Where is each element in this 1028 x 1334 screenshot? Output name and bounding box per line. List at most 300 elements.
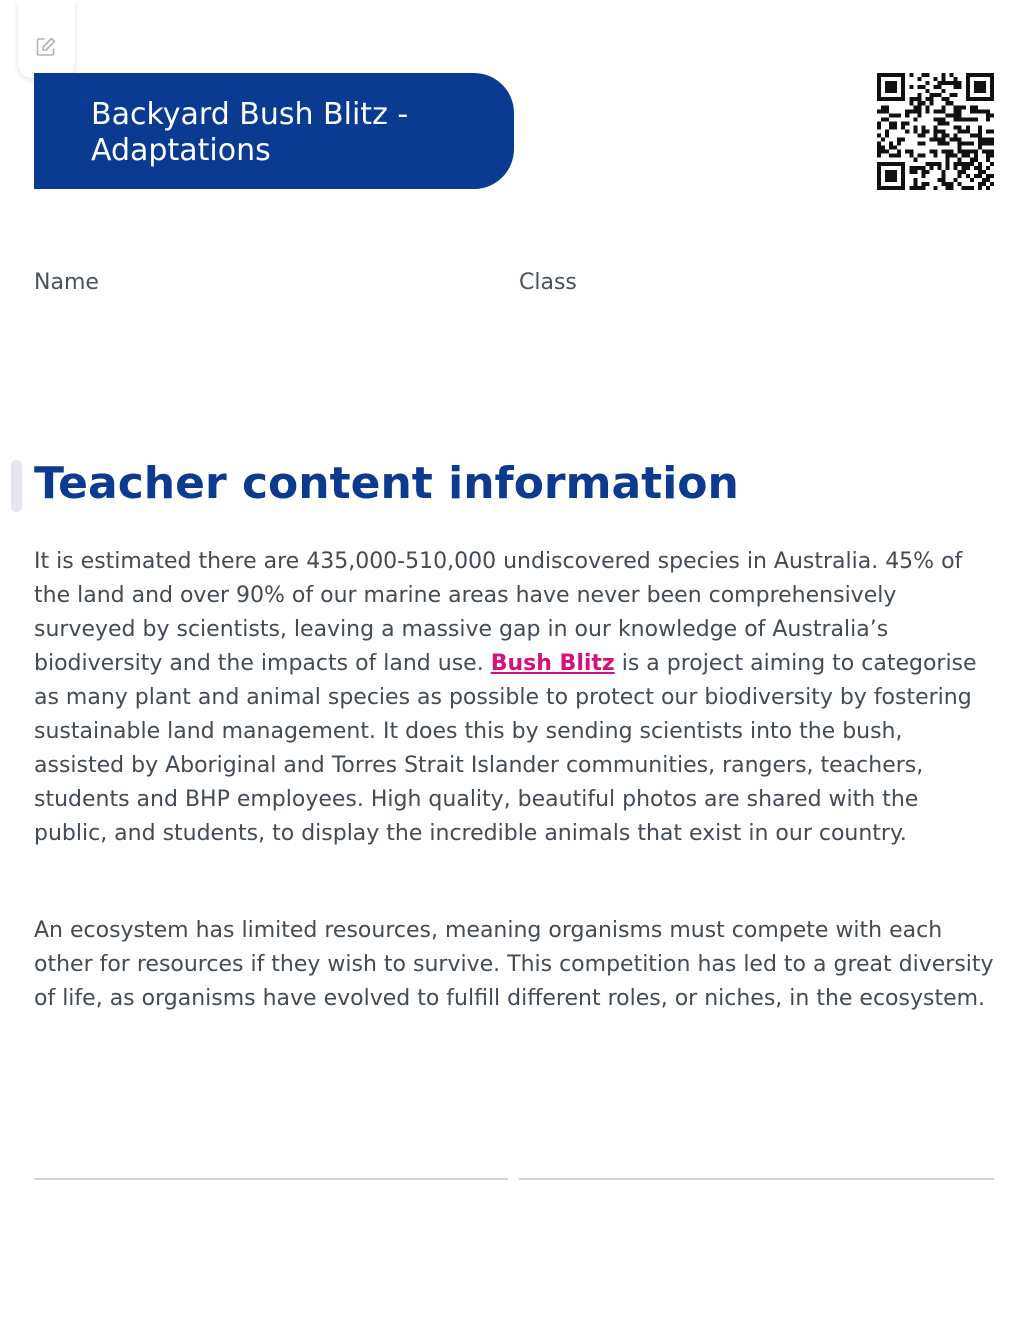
qr-module [881,138,885,142]
paragraph-ecosystem: An ecosystem has limited resources, meaning organisms must compete with each other for resources if they wish to survive. This competition has led to a great diversity of life, as organisms have evolved to fulfill different roles, or niches, in the ecosystem. [34,918,994,1011]
qr-module [962,162,966,166]
qr-module [905,109,909,113]
qr-module [982,109,986,113]
qr-module [958,125,962,129]
qr-module [950,186,954,190]
qr-module [881,117,885,121]
qr-module [982,150,986,154]
qr-module [974,105,978,109]
qr-module [982,142,986,146]
qr-module [921,101,925,105]
qr-module [933,77,937,81]
qr-module [950,101,954,105]
qr-code[interactable] [877,73,994,190]
qr-module [958,105,962,109]
qr-module [990,77,994,81]
qr-module [889,162,893,166]
qr-module [974,166,978,170]
qr-module [933,186,937,190]
qr-module [885,186,889,190]
qr-module [901,170,905,174]
qr-module [877,77,881,81]
qr-module [881,186,885,190]
qr-module [881,146,885,150]
qr-module [913,109,917,113]
qr-module [889,125,893,129]
qr-module [974,81,978,85]
qr-module [942,134,946,138]
edit-button[interactable] [18,0,75,78]
qr-module [901,162,905,166]
qr-module [921,134,925,138]
qr-module [986,97,990,101]
qr-module [897,150,901,154]
qr-module [978,182,982,186]
qr-module [970,186,974,190]
qr-module [954,134,958,138]
qr-module [946,154,950,158]
qr-module [970,158,974,162]
qr-module [974,158,978,162]
qr-module [889,186,893,190]
qr-module [885,105,889,109]
qr-module [982,73,986,77]
qr-module [897,138,901,142]
qr-module [982,97,986,101]
qr-module [966,150,970,154]
qr-module [954,178,958,182]
qr-module [958,85,962,89]
qr-module [913,158,917,162]
qr-module [877,85,881,89]
worksheet-title [34,73,514,189]
qr-module [917,142,921,146]
qr-module [942,77,946,81]
qr-module [986,150,990,154]
qr-module [885,109,889,113]
qr-module [897,154,901,158]
qr-module [917,101,921,105]
qr-module [966,117,970,121]
qr-module [946,121,950,125]
qr-module [938,138,942,142]
qr-module [974,134,978,138]
qr-module [901,89,905,93]
qr-module [986,138,990,142]
qr-module [933,150,937,154]
class-label: Class [519,270,577,295]
qr-module [990,162,994,166]
qr-module [974,174,978,178]
qr-module [929,101,933,105]
qr-module [978,81,982,85]
qr-module [942,129,946,133]
qr-module [954,77,958,81]
qr-module [885,178,889,182]
qr-module [946,81,950,85]
qr-module [954,162,958,166]
qr-module [982,178,986,182]
qr-module [893,178,897,182]
qr-module [990,97,994,101]
qr-module [970,162,974,166]
qr-module [913,186,917,190]
qr-module [933,109,937,113]
qr-module [893,85,897,89]
qr-module [966,85,970,89]
qr-module [978,142,982,146]
qr-module [970,73,974,77]
qr-module [877,150,881,154]
qr-module [970,117,974,121]
qr-module [942,97,946,101]
qr-module [950,93,954,97]
qr-module [986,117,990,121]
qr-module [893,89,897,93]
qr-module [962,117,966,121]
qr-module [925,89,929,93]
qr-module [933,162,937,166]
qr-module [889,142,893,146]
qr-module [938,129,942,133]
qr-module [885,174,889,178]
qr-module [954,117,958,121]
qr-module [893,81,897,85]
qr-module [966,81,970,85]
qr-module [942,121,946,125]
qr-module [958,109,962,113]
qr-module [974,97,978,101]
qr-module [921,186,925,190]
qr-module [925,109,929,113]
name-label: Name [34,270,99,295]
qr-module [942,81,946,85]
qr-module [917,166,921,170]
qr-module [893,170,897,174]
qr-module [925,129,929,133]
qr-module [901,121,905,125]
qr-module [982,138,986,142]
qr-module [885,85,889,89]
qr-module [962,150,966,154]
qr-module [954,125,958,129]
qr-module [917,186,921,190]
qr-module [929,166,933,170]
qr-module [913,97,917,101]
qr-module [978,138,982,142]
qr-module [938,162,942,166]
edit-icon [34,35,58,59]
qr-module [897,186,901,190]
qr-module [917,134,921,138]
qr-module [946,134,950,138]
qr-module [990,142,994,146]
qr-module [950,150,954,154]
qr-module [889,146,893,150]
qr-module [990,182,994,186]
qr-module [929,97,933,101]
qr-module [962,129,966,133]
qr-module [877,81,881,85]
qr-module [950,182,954,186]
qr-module [921,174,925,178]
qr-module [946,182,950,186]
qr-module [877,146,881,150]
qr-module [877,89,881,93]
qr-module [982,85,986,89]
qr-module [978,109,982,113]
qr-module [942,150,946,154]
qr-module [877,73,881,77]
qr-module [962,142,966,146]
qr-module [954,105,958,109]
qr-module [921,154,925,158]
qr-module [893,162,897,166]
qr-module [893,73,897,77]
qr-module [925,81,929,85]
qr-module [881,105,885,109]
qr-module [970,105,974,109]
qr-module [990,85,994,89]
qr-module [909,170,913,174]
qr-module [938,166,942,170]
qr-module [966,93,970,97]
qr-module [885,170,889,174]
qr-module [917,93,921,97]
qr-module [889,85,893,89]
qr-module [962,166,966,170]
qr-module [933,117,937,121]
qr-module [909,150,913,154]
qr-module [885,73,889,77]
qr-module [909,109,913,113]
qr-module [885,162,889,166]
qr-module [925,182,929,186]
qr-module [921,166,925,170]
qr-module [958,81,962,85]
qr-module [893,125,897,129]
qr-module [877,121,881,125]
qr-module [978,89,982,93]
qr-module [974,89,978,93]
qr-module [982,89,986,93]
qr-module [925,105,929,109]
qr-module [917,109,921,113]
qr-module [889,174,893,178]
qr-module [966,142,970,146]
qr-module [921,73,925,77]
qr-module [990,154,994,158]
qr-module [901,178,905,182]
qr-module [982,170,986,174]
qr-module [917,97,921,101]
qr-module [978,166,982,170]
qr-module [958,138,962,142]
qr-module [885,117,889,121]
qr-module [958,162,962,166]
qr-module [942,182,946,186]
qr-module [958,174,962,178]
qr-module [978,162,982,166]
qr-module [946,166,950,170]
qr-module [889,97,893,101]
qr-module [909,186,913,190]
qr-module [901,81,905,85]
qr-module [921,125,925,129]
qr-module [990,73,994,77]
paragraph-text: It is estimated there are 435,000-510,000 undiscovered species in Australia. 45% of the land and over 90% of our marine areas have never been comprehensively surveyed by scientists, leaving a massive gap in our knowledge of Australia’s biodiversity and the impacts of land use. [34,549,963,676]
qr-module [881,97,885,101]
qr-module [974,117,978,121]
qr-module [982,81,986,85]
qr-module [938,81,942,85]
qr-module [893,97,897,101]
qr-module [982,182,986,186]
qr-module [929,138,933,142]
qr-module [942,170,946,174]
qr-module [877,182,881,186]
paragraph-biodiversity [34,545,996,851]
qr-module [958,158,962,162]
qr-module [954,166,958,170]
qr-module [986,142,990,146]
qr-module [885,150,889,154]
qr-module [990,150,994,154]
qr-module [901,73,905,77]
qr-module [954,109,958,113]
qr-module [978,174,982,178]
qr-module [958,150,962,154]
qr-module [958,117,962,121]
qr-module [942,178,946,182]
qr-module [938,142,942,146]
qr-module [893,121,897,125]
qr-module [954,154,958,158]
qr-module [917,113,921,117]
qr-module [913,125,917,129]
qr-module [946,113,950,117]
qr-module [929,150,933,154]
qr-module [877,134,881,138]
qr-module [986,166,990,170]
qr-module [966,129,970,133]
qr-module [917,77,921,81]
qr-module [962,154,966,158]
qr-module [974,85,978,89]
qr-module [921,142,925,146]
qr-module [881,109,885,113]
qr-module [913,182,917,186]
qr-module [893,146,897,150]
qr-module [889,154,893,158]
qr-module [877,170,881,174]
qr-module [950,73,954,77]
heading-accent-bar [11,460,22,512]
qr-module [933,134,937,138]
qr-module [877,178,881,182]
qr-module [986,154,990,158]
qr-module [925,170,929,174]
qr-module [881,150,885,154]
qr-module [897,73,901,77]
qr-module [974,109,978,113]
qr-module [897,162,901,166]
qr-module [942,105,946,109]
qr-module [889,73,893,77]
qr-module [901,138,905,142]
qr-module [978,85,982,89]
qr-module [901,174,905,178]
qr-module [970,150,974,154]
qr-module [921,129,925,133]
qr-module [885,89,889,93]
qr-module [917,85,921,89]
qr-module [889,178,893,182]
qr-module [954,113,958,117]
qr-module [946,101,950,105]
qr-module [905,129,909,133]
qr-module [925,73,929,77]
qr-module [901,93,905,97]
qr-module [978,73,982,77]
qr-module [986,73,990,77]
title-line-2: Adaptations [91,133,271,168]
qr-module [938,117,942,121]
qr-module [893,154,897,158]
qr-module [905,150,909,154]
qr-module [954,85,958,89]
qr-module [986,113,990,117]
qr-module [901,97,905,101]
qr-module [958,142,962,146]
qr-module [933,85,937,89]
qr-module [966,186,970,190]
qr-module [901,77,905,81]
qr-module [933,129,937,133]
qr-module [877,93,881,97]
qr-module [913,117,917,121]
qr-module [970,178,974,182]
qr-module [950,81,954,85]
qr-module [877,186,881,190]
qr-module [946,142,950,146]
qr-module [889,170,893,174]
qr-module [966,162,970,166]
qr-module [909,73,913,77]
qr-module [877,174,881,178]
qr-module [950,154,954,158]
qr-module [933,154,937,158]
qr-module [913,170,917,174]
qr-module [905,113,909,117]
qr-module [909,166,913,170]
qr-module [978,186,982,190]
qr-module [877,125,881,129]
qr-module [893,113,897,117]
bush-blitz-link[interactable]: Bush Blitz [490,651,615,676]
qr-module [966,154,970,158]
qr-module [966,73,970,77]
qr-module [897,113,901,117]
qr-module [974,73,978,77]
qr-module [958,129,962,133]
qr-module [933,138,937,142]
qr-module [901,85,905,89]
qr-module [942,109,946,113]
qr-module [946,97,950,101]
paragraph-text: is a project aiming to categorise as many plant and animal species as possible to protect our biodiversity by fostering sustainable land management. It does this by sending scientists into the bush, assisted by Aboriginal and Torres Strait Islander communities, rangers, teachers, students and BHP employees. High quality, beautiful photos are shared with the public, and students, to display the incredible animals that exist in our country. [34,651,977,846]
qr-module [978,146,982,150]
